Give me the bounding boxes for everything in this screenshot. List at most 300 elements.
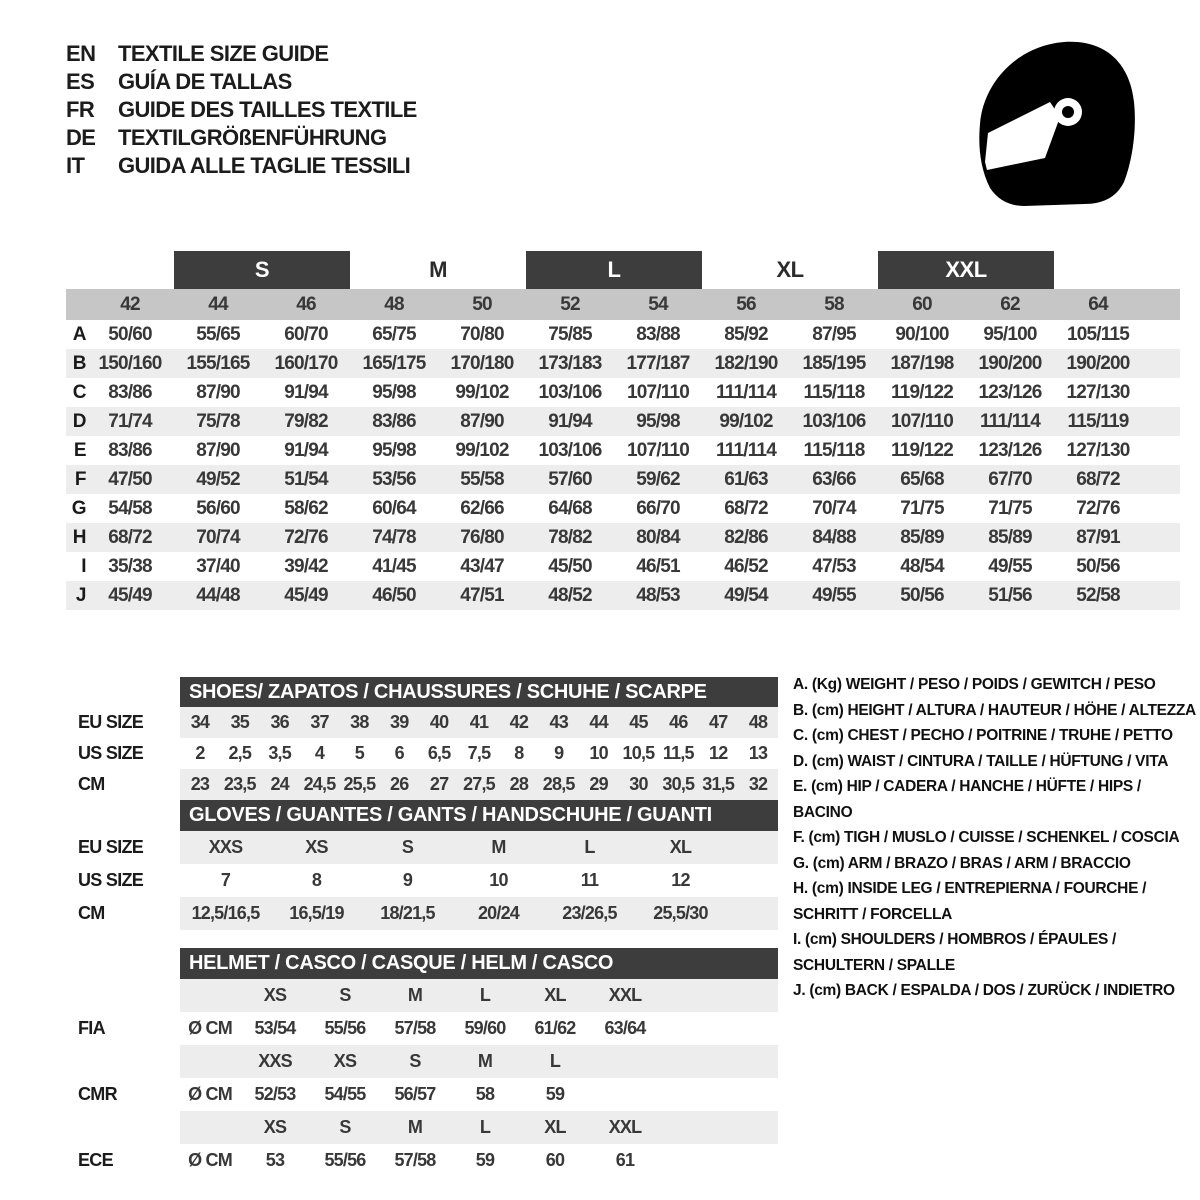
table-value-cell: 20/24 <box>477 903 520 923</box>
size-value-cell: 115/118 <box>803 381 865 403</box>
gloves-title-bar <box>180 800 778 831</box>
size-value-cell: 115/119 <box>1067 410 1129 432</box>
language-code: IT <box>66 153 85 178</box>
helmet-size-cell: XXL <box>608 1117 642 1137</box>
size-value-cell: 87/91 <box>1076 526 1120 548</box>
legend-key: I. <box>793 931 802 948</box>
table-value-cell: 6 <box>394 743 404 763</box>
size-value-cell: 177/187 <box>626 352 690 374</box>
legend-key: B. <box>793 701 808 719</box>
size-value-cell: 51/56 <box>988 584 1032 606</box>
helmet-size-cell: M <box>407 985 423 1005</box>
legend-unit: (cm) <box>811 752 844 770</box>
legend-item <box>793 774 1199 825</box>
table-value-cell: 10 <box>589 743 608 763</box>
size-value-cell: 103/106 <box>538 439 602 461</box>
size-value-cell: 71/75 <box>988 497 1032 519</box>
size-value-cell: 72/76 <box>1076 497 1120 519</box>
size-value-cell: 75/78 <box>196 410 240 432</box>
size-value-cell: 78/82 <box>548 526 592 548</box>
table-value-cell: 7,5 <box>467 743 491 763</box>
size-value-cell: 103/106 <box>538 381 602 403</box>
size-value-cell: 70/80 <box>460 323 504 345</box>
size-value-cell: 55/65 <box>196 323 240 345</box>
table-value-cell: 26 <box>390 774 409 794</box>
legend-text: BACK / ESPALDA / DOS / ZURÜCK / INDIETRO <box>844 982 1175 999</box>
legend-item <box>793 851 1199 877</box>
table-value-cell: 32 <box>748 774 768 794</box>
size-value-cell: 51/54 <box>284 468 328 490</box>
helmet-size-cell: XS <box>263 1117 287 1137</box>
size-value-cell: 95/100 <box>983 323 1037 345</box>
size-value-cell: 44/48 <box>196 584 240 606</box>
row-label: EU SIZE <box>78 712 144 732</box>
size-value-cell: 52/58 <box>1076 584 1120 606</box>
size-value-cell: 46/51 <box>636 555 680 577</box>
table-value-cell: 25,5/30 <box>653 903 708 923</box>
size-value-cell: 63/66 <box>812 468 856 490</box>
row-letter: I <box>81 555 86 577</box>
helmet-value-cell: 60 <box>545 1150 565 1170</box>
table-row <box>66 707 778 738</box>
size-value-cell: 57/60 <box>548 468 592 490</box>
size-value-cell: 107/110 <box>890 410 954 432</box>
size-number-cell: 64 <box>1088 293 1108 315</box>
language-row <box>66 96 417 124</box>
size-value-cell: 123/126 <box>978 439 1042 461</box>
helmet-size-cell: L <box>479 985 491 1005</box>
table-value-cell: 47 <box>708 712 728 732</box>
size-value-cell: 49/52 <box>196 468 240 490</box>
size-value-cell: 49/55 <box>812 584 856 606</box>
helmet-table <box>66 948 778 1177</box>
legend-text: HIP / CADERA / HANCHE / HÜFTE / HIPS / BACINO <box>793 778 1141 821</box>
helmet-value-cell: 61 <box>615 1150 635 1170</box>
size-number-cell: 60 <box>912 293 932 315</box>
size-row-a <box>66 320 1180 349</box>
size-value-cell: 99/102 <box>719 410 773 432</box>
size-value-cell: 71/74 <box>108 410 152 432</box>
row-cells <box>180 738 778 769</box>
helmet-size-cell: XL <box>544 985 566 1005</box>
size-number-cell: 50 <box>472 293 492 315</box>
legend-key: J. <box>793 982 806 999</box>
table-value-cell: 8 <box>514 743 524 763</box>
row-label: CM <box>78 774 105 794</box>
legend-text: INSIDE LEG / ENTREPIERNA / FOURCHE / SCHRITT / FORCELLA <box>793 880 1147 923</box>
size-value-cell: 50/60 <box>108 323 152 345</box>
language-title: GUIDE DES TAILLES TEXTILE <box>118 97 417 122</box>
language-row <box>66 124 417 152</box>
table-value-cell: 16,5/19 <box>289 903 344 923</box>
table-value-cell: 5 <box>354 743 364 763</box>
standard-label: CMR <box>78 1084 117 1104</box>
table-value-cell: 10,5 <box>622 743 655 763</box>
table-value-cell: 12 <box>708 743 728 763</box>
size-value-cell: 90/100 <box>895 323 949 345</box>
size-row-j <box>66 581 1180 610</box>
helmet-size-cell: XL <box>544 1117 566 1137</box>
language-row <box>66 40 417 68</box>
size-row-g <box>66 494 1180 523</box>
size-value-cell: 111/114 <box>980 410 1040 432</box>
size-value-cell: 87/90 <box>196 381 240 403</box>
language-title: TEXTILE SIZE GUIDE <box>118 41 329 66</box>
legend-item <box>793 876 1199 927</box>
helmet-size-cell: M <box>477 1051 493 1071</box>
size-value-cell: 127/130 <box>1066 381 1130 403</box>
size-value-cell: 56/60 <box>196 497 240 519</box>
size-value-cell: 37/40 <box>196 555 240 577</box>
table-value-cell: 27,5 <box>463 774 495 794</box>
row-letter: F <box>74 468 86 490</box>
row-cells <box>180 864 778 897</box>
size-value-cell: 46/52 <box>724 555 768 577</box>
size-value-cell: 43/47 <box>460 555 504 577</box>
size-row-d <box>66 407 1180 436</box>
legend-key: C. <box>793 727 808 744</box>
language-title: GUÍA DE TALLAS <box>118 69 292 94</box>
helmet-value-row <box>66 1012 778 1045</box>
table-value-cell: 46 <box>669 712 688 732</box>
size-value-cell: 107/110 <box>626 439 690 461</box>
size-number-header-row <box>66 289 1180 320</box>
table-value-cell: 24,5 <box>303 774 336 794</box>
size-band-s: S <box>174 251 350 289</box>
helmet-value-cell: 57/58 <box>394 1150 436 1170</box>
legend-text: CHEST / PECHO / POITRINE / TRUHE / PETTO <box>847 727 1173 744</box>
size-value-cell: 59/62 <box>636 468 680 490</box>
row-letter: G <box>71 497 86 519</box>
legend-key: E. <box>793 778 808 795</box>
legend-item <box>793 749 1199 775</box>
size-band-xxl: XXL <box>878 251 1054 289</box>
size-band-m: M <box>429 257 447 282</box>
helmet-value-cell: 58 <box>475 1084 495 1104</box>
racing-helmet-icon <box>972 36 1140 208</box>
legend-key: F. <box>793 829 805 846</box>
size-value-cell: 80/84 <box>636 526 680 548</box>
size-value-cell: 49/54 <box>724 584 768 606</box>
row-cells <box>180 1078 778 1111</box>
row-letter: D <box>72 410 86 432</box>
size-value-cell: 95/98 <box>372 439 416 461</box>
table-value-cell: S <box>401 837 414 857</box>
table-value-cell: 2,5 <box>228 743 252 763</box>
table-value-cell: 10 <box>489 870 508 890</box>
table-value-cell: 24 <box>270 774 289 794</box>
row-cells <box>180 1012 778 1045</box>
size-value-cell: 182/190 <box>714 352 778 374</box>
size-number-cell: 52 <box>560 293 580 315</box>
helmet-size-row <box>66 979 778 1012</box>
helmet-title-bar <box>180 948 778 979</box>
helmet-size-cell: XXS <box>258 1051 292 1071</box>
table-value-cell: 39 <box>390 712 409 732</box>
language-title: GUIDA ALLE TAGLIE TESSILI <box>118 153 411 178</box>
table-value-cell: 48 <box>748 712 768 732</box>
language-code: FR <box>66 97 95 122</box>
size-row-e <box>66 436 1180 465</box>
shoes-rows <box>66 707 778 800</box>
size-value-cell: 60/64 <box>372 497 416 519</box>
table-value-cell: 23/26,5 <box>562 903 617 923</box>
size-value-cell: 58/62 <box>284 497 328 519</box>
size-value-cell: 45/50 <box>548 555 592 577</box>
table-value-cell: 7 <box>220 870 231 890</box>
helmet-value-cell: 59 <box>545 1084 565 1104</box>
helmet-value-cell: 54/55 <box>324 1084 366 1104</box>
legend-unit: (cm) <box>808 829 841 846</box>
size-value-cell: 91/94 <box>548 410 592 432</box>
size-value-cell: 103/106 <box>802 410 866 432</box>
row-label: CM <box>78 903 105 923</box>
row-cells <box>180 707 778 738</box>
table-value-cell: 27 <box>429 774 449 794</box>
legend-item <box>793 927 1199 978</box>
table-value-cell: 40 <box>429 712 449 732</box>
language-code: DE <box>66 125 96 150</box>
helmet-rows <box>66 979 778 1177</box>
size-value-cell: 105/115 <box>1066 323 1130 345</box>
size-number-cell: 42 <box>120 293 140 315</box>
table-value-cell: 45 <box>629 712 648 732</box>
table-value-cell: 11 <box>580 870 599 890</box>
size-number-cell: 44 <box>208 293 228 315</box>
legend-text: TIGH / MUSLO / CUISSE / SCHENKEL / COSCIA <box>844 829 1180 846</box>
size-number-cell: 46 <box>296 293 316 315</box>
size-value-cell: 68/72 <box>724 497 768 519</box>
size-value-cell: 61/63 <box>724 468 768 490</box>
size-value-cell: 72/76 <box>284 526 328 548</box>
row-cells <box>180 769 778 800</box>
table-value-cell: 8 <box>311 870 322 890</box>
helmet-size-cell: XS <box>263 985 287 1005</box>
size-value-cell: 65/75 <box>372 323 416 345</box>
size-value-cell: 165/175 <box>362 352 426 374</box>
measurement-legend <box>793 672 1199 1004</box>
size-number-cell: 48 <box>384 293 404 315</box>
size-value-cell: 87/95 <box>812 323 856 345</box>
size-value-cell: 111/114 <box>716 439 776 461</box>
size-value-cell: 65/68 <box>900 468 944 490</box>
legend-text: WEIGHT / PESO / POIDS / GEWITCH / PESO <box>845 676 1156 693</box>
table-value-cell: M <box>491 837 506 857</box>
helmet-value-cell: 59/60 <box>464 1018 506 1038</box>
size-value-cell: 75/85 <box>548 323 592 345</box>
table-value-cell: 34 <box>190 712 210 732</box>
helmet-size-cell: L <box>549 1051 561 1071</box>
table-row <box>66 769 778 800</box>
helmet-title: HELMET / CASCO / CASQUE / HELM / CASCO <box>189 952 614 974</box>
size-row-b <box>66 349 1180 378</box>
standard-label: ECE <box>78 1150 113 1170</box>
table-value-cell: 12,5/16,5 <box>191 903 260 923</box>
table-value-cell: 37 <box>310 712 329 732</box>
language-code: EN <box>66 41 96 66</box>
table-value-cell: 44 <box>589 712 608 732</box>
size-value-cell: 48/53 <box>636 584 680 606</box>
legend-unit: (cm) <box>805 931 837 948</box>
helmet-size-cell: XXL <box>608 985 642 1005</box>
size-value-cell: 119/122 <box>890 381 954 403</box>
size-value-cell: 170/180 <box>450 352 514 374</box>
row-letter: C <box>72 381 86 403</box>
size-value-cell: 85/89 <box>988 526 1032 548</box>
row-letter: B <box>72 352 86 374</box>
table-value-cell: 23,5 <box>223 774 256 794</box>
table-value-cell: 30 <box>629 774 648 794</box>
helmet-value-row <box>66 1078 778 1111</box>
table-value-cell: XXS <box>208 837 243 857</box>
helmet-value-cell: 53 <box>265 1150 285 1170</box>
size-value-cell: 46/50 <box>372 584 416 606</box>
legend-text: WAIST / CINTURA / TAILLE / HÜFTUNG / VITA <box>847 752 1169 770</box>
table-value-cell: 36 <box>270 712 289 732</box>
size-value-cell: 99/102 <box>455 381 509 403</box>
gloves-rows <box>66 831 778 930</box>
size-number-cell: 56 <box>736 293 756 315</box>
table-value-cell: 43 <box>549 712 568 732</box>
size-value-cell: 47/50 <box>108 468 152 490</box>
row-label: US SIZE <box>78 870 144 890</box>
size-value-cell: 48/54 <box>900 555 944 577</box>
legend-unit: (cm) <box>811 701 844 719</box>
size-row-i <box>66 552 1180 581</box>
size-value-cell: 87/90 <box>460 410 504 432</box>
table-value-cell: 42 <box>509 712 529 732</box>
size-value-cell: 107/110 <box>626 381 690 403</box>
row-cells <box>180 1144 778 1177</box>
helmet-value-cell: 55/56 <box>324 1018 366 1038</box>
unit-cell: Ø CM <box>188 1150 232 1170</box>
size-band-row <box>66 251 1180 289</box>
table-value-cell: 28,5 <box>542 774 575 794</box>
size-row-c <box>66 378 1180 407</box>
row-letter: A <box>72 323 86 345</box>
legend-item <box>793 825 1199 851</box>
size-value-cell: 84/88 <box>812 526 856 548</box>
row-label <box>66 1111 180 1144</box>
helmet-value-row <box>66 1144 778 1177</box>
size-value-cell: 70/74 <box>196 526 240 548</box>
size-value-cell: 173/183 <box>538 352 602 374</box>
size-value-cell: 64/68 <box>548 497 592 519</box>
size-value-cell: 48/52 <box>548 584 592 606</box>
helmet-size-row <box>66 1111 778 1144</box>
size-number-cell: 62 <box>1000 293 1020 315</box>
helmet-value-cell: 52/53 <box>254 1084 296 1104</box>
size-value-cell: 82/86 <box>724 526 768 548</box>
legend-unit: (Kg) <box>811 676 842 693</box>
size-value-cell: 71/75 <box>900 497 944 519</box>
table-value-cell: 25,5 <box>343 774 376 794</box>
helmet-value-cell: 61/62 <box>534 1018 576 1038</box>
size-value-cell: 95/98 <box>372 381 416 403</box>
size-value-cell: 55/58 <box>460 468 504 490</box>
size-value-cell: 127/130 <box>1066 439 1130 461</box>
table-value-cell: 9 <box>402 870 413 890</box>
size-row-f <box>66 465 1180 494</box>
table-value-cell: 28 <box>509 774 529 794</box>
shoes-table <box>66 677 778 800</box>
textile-size-table <box>66 251 1180 610</box>
size-value-cell: 39/42 <box>284 555 328 577</box>
row-label: EU SIZE <box>78 837 144 857</box>
size-value-cell: 76/80 <box>460 526 504 548</box>
row-label: US SIZE <box>78 743 144 763</box>
legend-item <box>793 978 1199 1004</box>
table-value-cell: 38 <box>350 712 369 732</box>
size-value-cell: 111/114 <box>716 381 776 403</box>
shoes-title: SHOES/ ZAPATOS / CHAUSSURES / SCHUHE / SCARPE <box>189 680 707 703</box>
size-value-cell: 155/165 <box>186 352 250 374</box>
size-value-cell: 62/66 <box>460 497 504 519</box>
size-value-cell: 95/98 <box>636 410 680 432</box>
size-value-cell: 83/86 <box>108 381 152 403</box>
legend-unit: (cm) <box>812 854 845 872</box>
size-value-cell: 190/200 <box>978 352 1042 374</box>
size-value-cell: 83/86 <box>108 439 152 461</box>
legend-unit: (cm) <box>809 982 841 999</box>
size-value-cell: 160/170 <box>274 352 338 374</box>
table-value-cell: 9 <box>554 743 564 763</box>
helmet-value-cell: 57/58 <box>394 1018 436 1038</box>
gloves-title: GLOVES / GUANTES / GANTS / HANDSCHUHE / GUANTI <box>189 804 712 826</box>
size-value-cell: 85/89 <box>900 526 944 548</box>
size-number-cell: 54 <box>648 293 668 315</box>
helmet-value-cell: 63/64 <box>604 1018 646 1038</box>
helmet-size-row <box>66 1045 778 1078</box>
size-value-cell: 185/195 <box>802 352 866 374</box>
language-row <box>66 152 417 180</box>
size-value-cell: 68/72 <box>108 526 152 548</box>
row-label <box>66 1045 180 1078</box>
table-row <box>66 738 778 769</box>
helmet-size-cell: M <box>407 1117 423 1137</box>
shoes-title-bar <box>180 677 778 707</box>
size-value-cell: 123/126 <box>978 381 1042 403</box>
helmet-value-cell: 59 <box>475 1150 495 1170</box>
legend-item <box>793 723 1199 749</box>
row-cells <box>180 979 778 1012</box>
size-number-cell: 58 <box>824 293 844 315</box>
table-value-cell: 4 <box>314 743 325 763</box>
size-value-cell: 79/82 <box>284 410 328 432</box>
size-value-cell: 91/94 <box>284 439 328 461</box>
table-value-cell: 23 <box>190 774 210 794</box>
table-value-cell: 31,5 <box>702 774 735 794</box>
size-value-cell: 66/70 <box>636 497 680 519</box>
size-value-cell: 85/92 <box>724 323 768 345</box>
language-title: TEXTILGRÖßENFÜHRUNG <box>118 125 387 150</box>
legend-text: ARM / BRAZO / BRAS / ARM / BRACCIO <box>847 854 1131 872</box>
row-label <box>66 979 180 1012</box>
table-value-cell: 3,5 <box>268 743 291 763</box>
helmet-value-cell: 53/54 <box>254 1018 296 1038</box>
size-value-cell: 83/88 <box>636 323 680 345</box>
size-value-cell: 41/45 <box>372 555 416 577</box>
helmet-size-cell: XS <box>333 1051 357 1071</box>
legend-unit: (cm) <box>811 778 843 795</box>
legend-item <box>793 672 1199 698</box>
size-value-cell: 74/78 <box>372 526 416 548</box>
size-value-cell: 91/94 <box>284 381 328 403</box>
table-value-cell: 6,5 <box>427 743 451 763</box>
helmet-size-cell: S <box>339 1117 351 1137</box>
size-value-cell: 53/56 <box>372 468 416 490</box>
table-row <box>66 864 778 897</box>
